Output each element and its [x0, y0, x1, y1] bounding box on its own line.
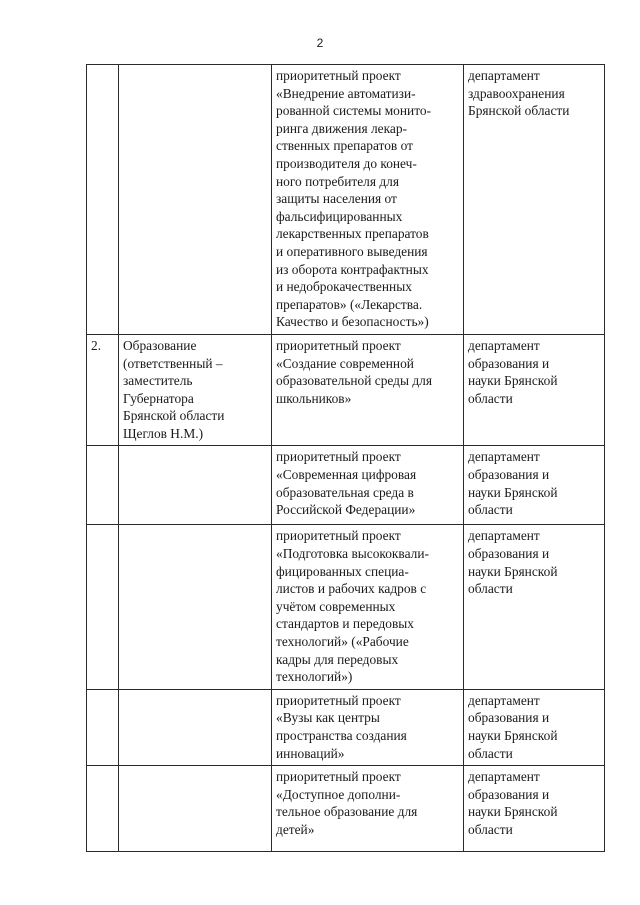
- department-cell: департамент образования и науки Брянской области: [464, 525, 605, 689]
- project-cell: приоритетный проект «Подготовка высококвали- фицированных специа- листов и рабочих кадров с учётом современных стандартов и передовых технологий» («Рабочие кадры для передовых технологий»): [272, 525, 464, 689]
- area-cell: [119, 525, 272, 689]
- row-number-cell: [87, 446, 119, 525]
- area-cell: [119, 65, 272, 335]
- department-cell: департамент образования и науки Брянской области: [464, 334, 605, 446]
- row-number-cell: [87, 525, 119, 689]
- project-cell: приоритетный проект «Вузы как центры пространства создания инноваций»: [272, 689, 464, 765]
- table-row: [87, 334, 605, 446]
- project-cell: приоритетный проект «Внедрение автоматизи- рованной системы монито- ринга движения лекар- ственных препаратов от производителя до конеч- ного потребителя для защиты населения от фальсифицированных лекарственных препаратов и оперативного выведения из оборота контрафактных и недоброкачественных препаратов» («Лекарства. Качество и безопасность»): [272, 65, 464, 335]
- row-number-cell: [87, 689, 119, 765]
- department-cell: департамент образования и науки Брянской области: [464, 766, 605, 852]
- project-cell: приоритетный проект «Современная цифровая образовательная среда в Российской Федерации»: [272, 446, 464, 525]
- area-cell: [119, 766, 272, 852]
- table-row: [87, 446, 605, 525]
- table-row: [87, 65, 605, 335]
- row-number-cell: [87, 766, 119, 852]
- page-number: 2: [316, 36, 324, 50]
- project-cell: приоритетный проект «Создание современной образовательной среды для школьников»: [272, 334, 464, 446]
- projects-table: [86, 64, 605, 852]
- department-cell: департамент здравоохранения Брянской области: [464, 65, 605, 335]
- department-cell: департамент образования и науки Брянской области: [464, 446, 605, 525]
- area-cell: [119, 689, 272, 765]
- table-row: [87, 525, 605, 689]
- table-row: [87, 689, 605, 765]
- row-number-cell: 2.: [87, 334, 119, 446]
- department-cell: департамент образования и науки Брянской области: [464, 689, 605, 765]
- project-cell: приоритетный проект «Доступное дополни- тельное образование для детей»: [272, 766, 464, 852]
- area-cell: Образование (ответственный – заместитель Губернатора Брянской области Щеглов Н.М.): [119, 334, 272, 446]
- area-cell: [119, 446, 272, 525]
- row-number-cell: [87, 65, 119, 335]
- table-row: [87, 766, 605, 852]
